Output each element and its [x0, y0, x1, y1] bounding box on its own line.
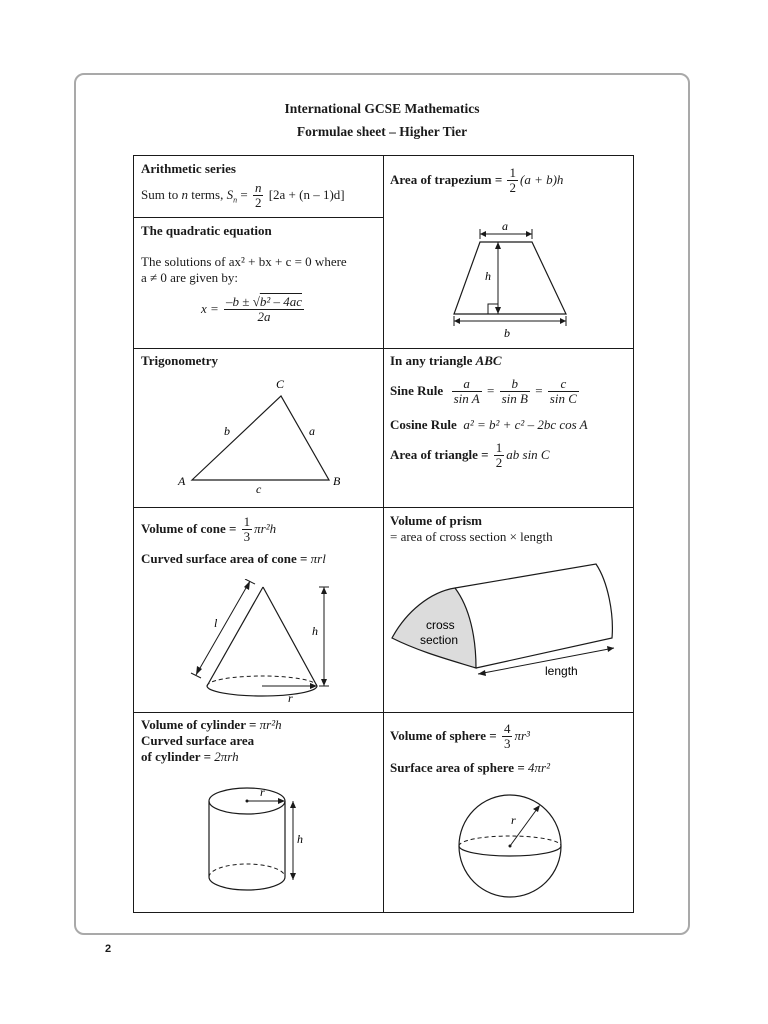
cone-h-label: h	[312, 624, 318, 638]
cone-l-label: l	[214, 616, 218, 630]
cylinder-h-label: h	[297, 832, 303, 846]
sheet-title: International GCSE Mathematics	[284, 101, 480, 116]
cone-diagram	[184, 579, 364, 709]
trig-B-label: B	[333, 474, 341, 488]
sphere-r-label: r	[511, 813, 516, 827]
prism-diagram	[390, 556, 630, 696]
cylinder-cell	[141, 717, 381, 765]
trig-C-label: C	[276, 377, 285, 391]
prism-title: Volume of prism	[390, 513, 482, 528]
area-of-triangle: Area of triangle = $\frac{1}{2}$ ab sin C	[390, 439, 550, 470]
prism-cell	[390, 513, 630, 545]
cone-curved-area-formula: Curved surface area of cone = πrl	[141, 550, 326, 566]
arithmetic-sum-formula: Sum to n terms, $S_n$ = $\frac{n}{2}$ [2a + (n – 1)d]	[141, 180, 345, 211]
quadratic-equation-cell	[141, 223, 377, 325]
cone-cell	[141, 515, 381, 567]
trig-c-label: c	[256, 482, 262, 494]
cylinder-r-label: r	[260, 785, 265, 799]
prism-section-label: section	[420, 633, 459, 647]
grid-divider-row1	[134, 348, 633, 349]
prism-cross-label: cross	[426, 618, 455, 632]
cone-r-label: r	[288, 691, 293, 705]
prism-formula: = area of cross section × length	[390, 529, 553, 544]
grid-divider-vertical	[383, 156, 384, 912]
sheet-subtitle: Formulae sheet – Higher Tier	[296, 124, 468, 139]
quadratic-description: The solutions of ax² + bx + c = 0 where a ≠ 0 are given by:	[141, 254, 347, 285]
sphere-cell	[390, 722, 630, 776]
trapezium-cell	[390, 166, 630, 196]
trigonometry-title: Trigonometry	[141, 353, 219, 368]
cone-volume-formula: Volume of cone = $\frac{1}{3}$ πr²h	[141, 514, 277, 545]
cosine-rule: Cosine Rule a² = b² + c² – 2bc cos A	[390, 416, 588, 432]
prism-length-label: length	[545, 664, 578, 678]
cylinder-curved-label-1: Curved surface area	[141, 733, 255, 748]
arithmetic-series-title: Arithmetic series	[141, 161, 236, 176]
grid-divider-arith	[134, 217, 384, 218]
cylinder-diagram	[204, 784, 314, 904]
trig-b-label: b	[224, 424, 230, 438]
trapezium-h-label: h	[485, 269, 491, 283]
sphere-diagram	[456, 794, 566, 904]
arithmetic-series-cell	[141, 161, 377, 211]
triangle-rules-cell	[390, 353, 630, 470]
sphere-volume-formula: Volume of sphere = $\frac{4}{3}$ πr³	[390, 721, 530, 752]
page-number: 2	[105, 943, 112, 955]
grid-divider-row2	[134, 507, 633, 508]
trapezium-a-label: a	[502, 219, 508, 233]
trapezium-b-label: b	[504, 326, 510, 340]
trapezium-diagram	[450, 218, 575, 343]
trig-A-label: A	[178, 474, 186, 488]
triangle-rules-title: In any triangle ABC	[390, 353, 502, 368]
arithmetic-fraction: $\frac{n}{2}$	[254, 180, 262, 211]
trapezium-formula: Area of trapezium = $\frac{1}{2}$ (a + b)h	[390, 165, 564, 196]
cylinder-volume-formula: Volume of cylinder = πr²h	[141, 717, 282, 732]
sine-rule: Sine Rule $\frac{a}{\text{sin A}}$ = $\frac{b}{\text{sin B}}$ = $\frac{c}{\text{sin C}}$	[390, 376, 577, 407]
quadratic-title: The quadratic equation	[141, 223, 272, 238]
sphere-surface-formula: Surface area of sphere = 4πr²	[390, 759, 550, 775]
trig-a-label: a	[309, 424, 315, 438]
cylinder-curved-formula: of cylinder = 2πrh	[141, 749, 239, 764]
formulae-grid	[133, 155, 634, 913]
grid-divider-row3	[134, 712, 633, 713]
quadratic-formula: x = $\frac{\text{–b ± √b² – 4ac}}{2a}$	[201, 294, 302, 325]
trig-triangle-diagram	[174, 374, 349, 494]
